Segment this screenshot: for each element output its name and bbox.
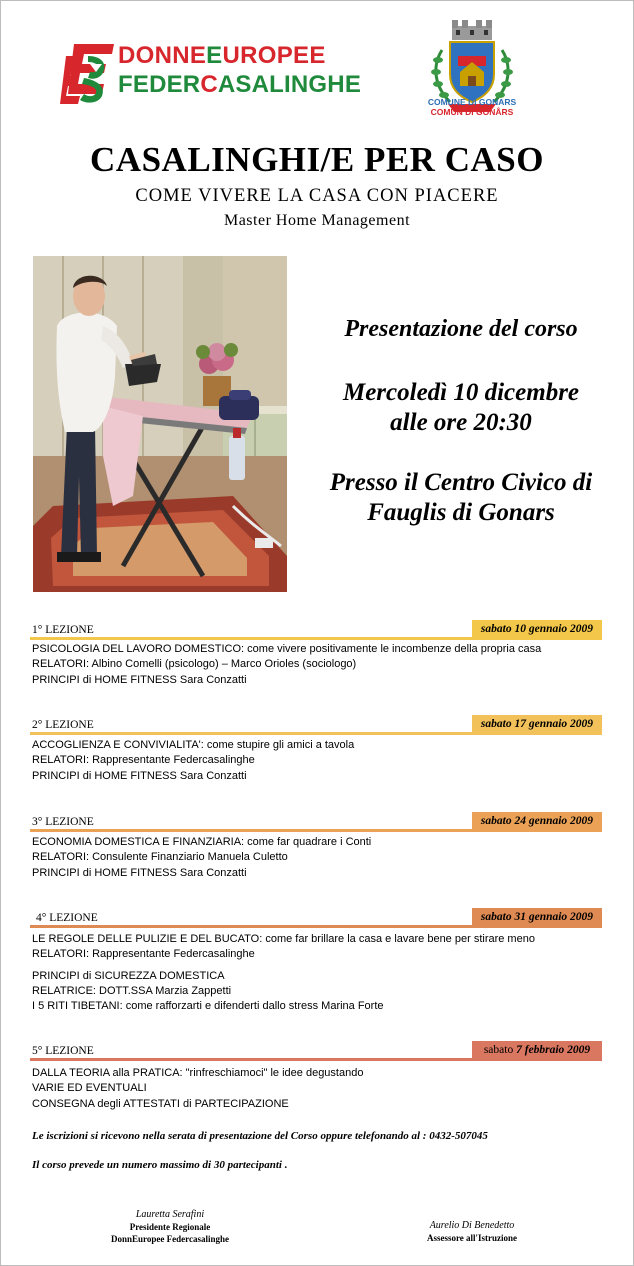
lesson-1-extra: PRINCIPI di HOME FITNESS Sara Conzatti bbox=[32, 673, 247, 686]
lesson-3-header bbox=[30, 812, 602, 832]
registration-note: Le iscrizioni si ricevono nella serata di presentazione del Corso oppure telefonando al : 0432-507045 bbox=[32, 1130, 488, 1142]
page-subtitle-secondary: Master Home Management bbox=[223, 212, 411, 229]
lesson-4-extra: I 5 RITI TIBETANI: come rafforzarti e difenderti dallo stress Marina Forte bbox=[32, 1000, 384, 1013]
lesson-4-date: sabato 31 gennaio 2009 bbox=[472, 908, 602, 928]
logo-word-feder: FEDER bbox=[118, 71, 201, 98]
lesson-2-topic: ACCOGLIENZA E CONVIVIALITA': come stupire gli amici a tavola bbox=[32, 739, 355, 751]
crest-caption bbox=[414, 97, 530, 117]
signature-right-name: Aurelio Di Benedetto bbox=[429, 1220, 515, 1231]
lesson-2-name: 2° LEZIONE bbox=[32, 719, 94, 731]
lesson-5-date-prefix: sabato bbox=[483, 1044, 517, 1056]
presentation-place-line-2: Fauglis di Gonars bbox=[367, 499, 555, 526]
lesson-3-topic: ECONOMIA DOMESTICA E FINANZIARIA: come far quadrare i Conti bbox=[32, 836, 372, 848]
lesson-5-header bbox=[30, 1041, 602, 1061]
donneuropee-logo bbox=[60, 42, 362, 106]
lesson-4-name: 4° LEZIONE bbox=[36, 912, 98, 924]
lesson-1-name: 1° LEZIONE bbox=[32, 624, 94, 636]
crest-line-1: COMUNE DI GONARS bbox=[427, 97, 517, 107]
lesson-4-speakers: RELATORI: Rappresentante Federcasalinghe bbox=[32, 948, 255, 961]
lesson-1-topic: PSICOLOGIA DEL LAVORO DOMESTICO: come vivere positivamente le incombenze della propria casa bbox=[32, 643, 542, 655]
page-subtitle: COME VIVERE LA CASA CON PIACERE bbox=[135, 186, 499, 206]
presentation-date bbox=[296, 378, 626, 438]
signature-left bbox=[70, 1209, 270, 1245]
lesson-2-body bbox=[32, 738, 622, 784]
presentation-time-line: alle ore 20:30 bbox=[390, 409, 532, 436]
max-participants-note: Il corso prevede un numero massimo di 30 partecipanti . bbox=[32, 1159, 288, 1171]
signature-left-name: Lauretta Serafini bbox=[135, 1209, 205, 1220]
crest-line-2: COMUN DI GONÂRS bbox=[430, 107, 514, 117]
presentation-place-line-1: Presso il Centro Civico di bbox=[329, 469, 593, 496]
lesson-4-body bbox=[32, 932, 622, 1014]
logo-letter-e: E bbox=[206, 42, 223, 69]
lesson-5-body bbox=[32, 1066, 622, 1112]
lesson-5-name: 5° LEZIONE bbox=[32, 1045, 94, 1057]
lesson-4-header bbox=[30, 908, 602, 928]
lesson-2-date: sabato 17 gennaio 2009 bbox=[472, 715, 602, 735]
lesson-4-safety: PRINCIPI di SICUREZZA DOMESTICA bbox=[32, 969, 225, 982]
presentation-place bbox=[296, 468, 626, 528]
lesson-1-date: sabato 10 gennaio 2009 bbox=[472, 620, 602, 640]
lesson-5-date-value: 7 febbraio 2009 bbox=[516, 1044, 591, 1056]
lesson-1-body bbox=[32, 642, 622, 688]
presentation-date-line: Mercoledì 10 dicembre bbox=[342, 379, 580, 406]
ironing-photo bbox=[33, 256, 287, 592]
logo-word-uropee: UROPEE bbox=[222, 42, 326, 69]
lesson-3-extra: PRINCIPI di HOME FITNESS Sara Conzatti bbox=[32, 866, 247, 879]
signature-right bbox=[372, 1220, 572, 1244]
lesson-4-speaker-2: RELATRICE: DOTT.SSA Marzia Zappetti bbox=[32, 984, 232, 997]
lesson-5-certificates: CONSEGNA degli ATTESTATI di PARTECIPAZIONE bbox=[32, 1097, 289, 1110]
lesson-5-misc: VARIE ED EVENTUALI bbox=[32, 1082, 147, 1095]
lesson-2-speakers: RELATORI: Rappresentante Federcasalinghe bbox=[32, 754, 255, 767]
logo-word-donne: DONNE bbox=[118, 42, 207, 69]
lesson-3-body bbox=[32, 835, 622, 881]
signature-left-role-1: Presidente Regionale bbox=[129, 1222, 211, 1232]
lesson-2-header bbox=[30, 715, 602, 735]
signature-left-role-2: DonnEuropee Federcasalinghe bbox=[111, 1234, 229, 1244]
page-title: CASALINGHI/E PER CASO bbox=[90, 140, 544, 179]
logo-letter-c: C bbox=[200, 71, 218, 98]
logo-word-asalinghe: ASALINGHE bbox=[217, 71, 362, 98]
lesson-2-extra: PRINCIPI di HOME FITNESS Sara Conzatti bbox=[32, 769, 247, 782]
lesson-4-topic: LE REGOLE DELLE PULIZIE E DEL BUCATO: come far brillare la casa e lavare bene per stirare meno bbox=[32, 933, 535, 945]
federcasalinghe-emblem-icon bbox=[60, 42, 116, 106]
lesson-1-speakers: RELATORI: Albino Comelli (psicologo) – Marco Orioles (sociologo) bbox=[32, 658, 357, 671]
lesson-5-date bbox=[472, 1041, 602, 1061]
lesson-1-header bbox=[30, 620, 602, 640]
presentation-heading: Presentazione del corso bbox=[344, 316, 578, 342]
lesson-5-topic: DALLA TEORIA alla PRATICA: "rinfreschiamoci" le idee degustando bbox=[32, 1067, 364, 1079]
lesson-3-date: sabato 24 gennaio 2009 bbox=[472, 812, 602, 832]
lesson-3-speakers: RELATORI: Consulente Finanziario Manuela Culetto bbox=[32, 851, 288, 864]
signature-right-role: Assessore all'Istruzione bbox=[426, 1233, 518, 1243]
lesson-3-name: 3° LEZIONE bbox=[32, 816, 94, 828]
